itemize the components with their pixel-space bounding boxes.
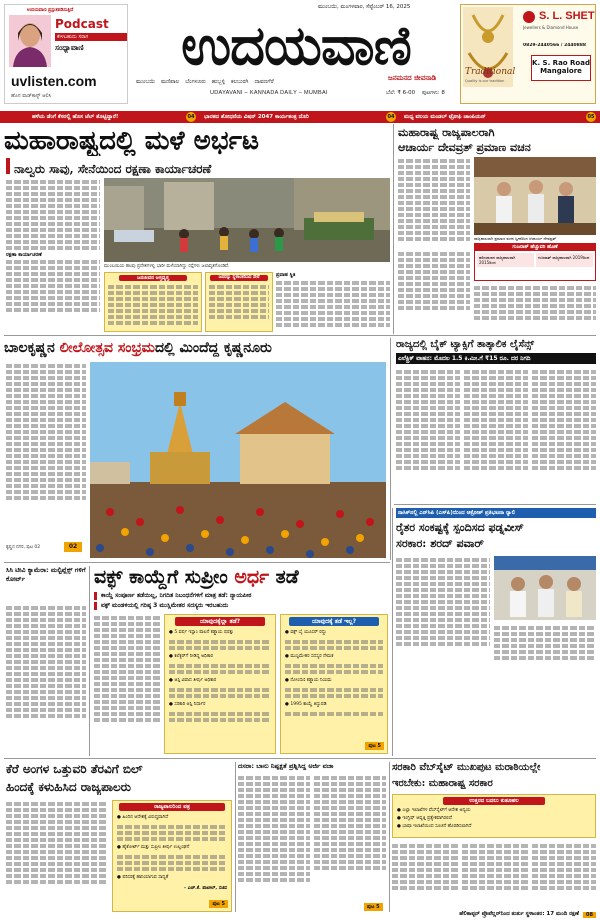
balakrishna-caption: ಕೃಷ್ಣನ ನಗರ, ಪುಟ 02 bbox=[6, 545, 41, 550]
edition-item: ಮಣಿಪಾಲ bbox=[161, 79, 180, 85]
marathi-body-1 bbox=[392, 842, 458, 908]
biketaxi-body-3 bbox=[532, 368, 596, 498]
dasara-body-1 bbox=[238, 774, 310, 912]
lake-headline-1: ಕೆರೆ ಅಂಗಳ ಒತ್ತುವರಿ ತೆರವಿಗೆ ಬಿಲ್ bbox=[6, 762, 143, 776]
lead-subhead-text: ನಾಲ್ವರು ಸಾವು, ಸೇನೆಯಿಂದ ರಕ್ಷಣಾ ಕಾರ್ಯಾಚರಣೆ bbox=[14, 162, 212, 176]
waqf-box-not-stayed-item: ● ನೋಂದಣಿ ಕಡ್ಡಾಯ ನಿಯಮ bbox=[285, 678, 332, 683]
marathi-box bbox=[392, 794, 596, 838]
lead-box-2 bbox=[205, 272, 273, 332]
podcast-name: ಸಂಧ್ಯಾವಾಣಿ bbox=[55, 43, 84, 52]
sharad-body-2 bbox=[494, 624, 596, 674]
dasara-title: ದಸರಾ: ಬಾನು ನಿಷ್ಪಕ್ಷತೆ ಪ್ರಶ್ನಿಸಿದ್ದ ಅರ್ಜಿ ವಜಾ bbox=[238, 762, 334, 770]
lead-subhead bbox=[6, 158, 390, 174]
podcast-brand: ಉದಯವಾಣಿ ಪ್ರಸ್ತುತಪಡಿಸುತ್ತಿದೆ bbox=[27, 8, 74, 13]
ticker-item[interactable] bbox=[400, 112, 600, 122]
jeweller-logo-mark bbox=[523, 11, 535, 23]
english-tagline: UDAYAVANI – KANNADA DAILY – MUMBAI bbox=[210, 90, 328, 96]
marathi-body-3 bbox=[532, 842, 596, 908]
governor-photo bbox=[474, 157, 596, 235]
podcast-title: Podcast bbox=[55, 17, 109, 31]
page-count: ಪುಟಗಳು: 8 bbox=[422, 90, 445, 96]
waqf-headline-post: ತಡೆ bbox=[269, 566, 299, 588]
jeweller-subtitle: Jewellers & Diamond House bbox=[523, 25, 579, 30]
lead-headline: ಮಹಾರಾಷ್ಟ್ರದಲ್ಲಿ ಮಳೆ ಅರ್ಭಟ bbox=[4, 126, 259, 156]
marathi-box-item: ● ಭಾಷಾ ಇಲಾಖೆಯಿಂದ ಸೂಚನೆ ಹೊರಡಿಸಲಾಗಿದೆ bbox=[397, 824, 472, 829]
lake-headline-2: ಹಿಂದಕ್ಕೆ ಕಳುಹಿಸಿದ ರಾಜ್ಯಪಾಲರು bbox=[6, 780, 131, 794]
waqf-box-not-stayed-item: ● 1995 ಕಾಯ್ದೆ ತಿದ್ದುಪಡಿ bbox=[285, 702, 327, 707]
marathi-body-2 bbox=[462, 842, 528, 908]
ticker-text: ಭಾರತದ ಶೋಧನೆಯ ವಿಷನ್ 2047 ಕಾರ್ಯತಂತ್ರ ದೊರಿ bbox=[204, 113, 309, 120]
waqf-subhead-2: ವಕ್ಫ್ ಮಂಡಳಿಯಲ್ಲಿ ಗರಿಷ್ಠ 3 ಮುಸ್ಲಿಮೇತರ ಸದಸ್ಯರು ಇರಬಹುದು bbox=[94, 602, 388, 610]
waqf-box-stayed-item: ● 5 ವರ್ಷ ಇಸ್ಲಾಂ ಪಾಲನೆ ಕಡ್ಡಾಯ ಷರತ್ತು bbox=[169, 630, 234, 635]
edition-item: ದಾವಣಗೆರೆ bbox=[254, 79, 274, 85]
waqf-headline-highlight: ಅರ್ಧ bbox=[234, 566, 270, 588]
lead-box-1 bbox=[104, 272, 202, 332]
cctv-body bbox=[6, 604, 86, 752]
biketaxi-subhead: ಎಲೆಕ್ಟ್ರಿಕ್ ವಾಹನ: ಮೊದಲ 1.5 ಕಿ.ಮೀ.ಗೆ ₹15 ರೂ. ದರ ನಿಗದಿ bbox=[396, 353, 596, 364]
governor-body-3 bbox=[474, 284, 596, 332]
dasara-body-2 bbox=[314, 774, 386, 902]
ticker-page-badge: 05 bbox=[587, 114, 595, 120]
edition-item: ಹುಬ್ಬಳ್ಳಿ bbox=[211, 79, 226, 85]
presenter-photo bbox=[9, 15, 51, 67]
masthead-title: ಉದಯವಾಣಿ bbox=[181, 13, 411, 77]
ticker-item[interactable] bbox=[0, 112, 200, 122]
cctv-title: ಸಿಸಿ ಟೀವಿ ಕ್ಯಾಮೆರಾ: ಮಲ್ಟಿಪ್ಲೆಕ್ಸ್ ಗಳಿಗೆ ಕೋರ್ಟ್ bbox=[6, 566, 86, 583]
edition-list bbox=[136, 79, 426, 86]
balakrishna-headline-post: ದಲ್ಲಿ ಮಿಂದೆದ್ದ ಕೃಷ್ಣನೂರು bbox=[154, 340, 272, 356]
governor-headline-2: ಆಚಾರ್ಯ ದೇವವ್ರತ್ ಪ್ರಮಾಣ ವಚನ bbox=[398, 141, 531, 154]
waqf-box-stayed-item: ● ಆಸ್ತಿ ವಿವಾದ ತೀರ್ಪು ಅಧಿಕಾರ bbox=[169, 678, 217, 683]
lake-box-title: ರಾಜ್ಯಪಾಲರಿಂದ ಪತ್ರ bbox=[119, 803, 225, 811]
governor-fact-title: ಗುಜರಾತ್ ಹೆಚ್ಚುವರಿ ಹೊಣೆ bbox=[475, 244, 595, 251]
lead-box-3-title: ಪ್ರವಾಹ ಸ್ಥಿತಿ bbox=[276, 272, 296, 278]
waqf-box-not-stayed-title: ಯಾವುದಕ್ಕೆ ತಡೆ ಇಲ್ಲ? bbox=[289, 617, 379, 626]
biketaxi-body-2 bbox=[464, 368, 528, 498]
lead-box-1-title: ಜನಜೀವನ ಅಸ್ತವ್ಯಸ್ತ bbox=[119, 275, 187, 281]
dasara-page-badge[interactable]: ಪುಟ 5 bbox=[364, 903, 383, 911]
balakrishna-body bbox=[6, 362, 86, 542]
biketaxi-headline-main: ಬೈಕ್ ಟ್ಯಾಕ್ಸಿಗೆ ತಾತ್ಕಾಲಿಕ ಲೈಸೆನ್ಸ್ bbox=[430, 339, 534, 350]
balakrishna-headline bbox=[4, 338, 386, 358]
waqf-box-stayed bbox=[164, 614, 276, 754]
balakrishna-headline-highlight: ಲೀಲೋತ್ಸವ ಸಂಭ್ರಮ bbox=[59, 340, 155, 356]
price: ಬೆಲೆ: ₹ 6-00 bbox=[386, 90, 416, 96]
waqf-body bbox=[94, 614, 160, 754]
podcast-url[interactable]: uvlisten.com bbox=[11, 73, 97, 89]
lake-box-sign: – ಎಚ್.ಕೆ. ಪಾಟೀಲ್, ಸಚಿವ bbox=[183, 886, 227, 891]
balakrishna-page-badge[interactable]: 02 bbox=[64, 542, 82, 552]
biketaxi-headline-pre: ರಾಜ್ಯದಲ್ಲಿ bbox=[396, 339, 431, 350]
jeweller-address-box bbox=[531, 55, 591, 81]
biketaxi-body-1 bbox=[396, 368, 460, 498]
header bbox=[0, 0, 600, 108]
lake-box-item: ● ಪರಿಸರಕ್ಕೆ ಹಾನಿಯಾಗುವ ಸಾಧ್ಯತೆ bbox=[117, 875, 169, 880]
lake-body bbox=[6, 800, 108, 912]
dateline: ಮುಂಬಯಿ, ಮಂಗಳವಾರ, ಸೆಪ್ಟೆಂಬರ್ 16, 2025 bbox=[318, 4, 411, 10]
marathi-headline-1: ಸರಕಾರಿ ವೆಬ್‌ಸೈಟ್ ಮುಖಪುಟ ಮರಾಠಿಯಲ್ಲೇ bbox=[392, 762, 541, 773]
podcast-url-subtitle: ಹೊಸ ಪಾಡ್‌ಕಾಸ್ಟ್ ಆಲಿಸಿ bbox=[11, 93, 52, 99]
sharad-body-1 bbox=[396, 556, 490, 674]
lead-box-3 bbox=[276, 272, 390, 332]
lake-box-item: ● ಹಿಂದಿನ ಆದೇಶಕ್ಕೆ ವಿರುದ್ಧವಾಗಿದೆ bbox=[117, 815, 169, 820]
collection-title: Traditional bbox=[465, 67, 516, 77]
ticker-text: ಹಳೆಯ ಡೆಂಗೆ ಕೆಸರಲ್ಲಿ ಹೊಸ ಜೆಲ್‌ ತೊಟ್ಟಿದ್ದಾರೆ! bbox=[32, 113, 119, 120]
flood-photo bbox=[104, 178, 390, 262]
marathi-box-title: ಉತ್ತರದ ಬದಲು ಕುತೂಹಲ bbox=[443, 797, 545, 805]
waqf-headline-pre: ವಕ್ಫ್ ಕಾಯ್ದೆಗೆ ಸುಪ್ರೀಂ bbox=[94, 566, 235, 588]
waqf-box-not-stayed bbox=[280, 614, 388, 754]
sharad-headline-2: ಸರಕಾರ: ಶರದ್‌ ಪವಾರ್ bbox=[396, 537, 484, 550]
footer-text: ಹೆಲಿಕಾಪ್ಟರ್ ಪ್ರೊಪೆಲ್ಲರ್‌ನಿಂದ ತುರ್ತು ಸ್ಥಳಾಂತರ: 17 ಮಂದಿ ರಕ್ಷಣೆ bbox=[459, 911, 580, 917]
podcast-ad[interactable] bbox=[4, 4, 128, 104]
pawar-photo bbox=[494, 556, 596, 620]
waqf-subhead-1: ಕಾಯ್ದೆ ಸಂಪೂರ್ಣ ತಡೆಯಿಲ್ಲ, ನಿಗದಿತ ನಿಬಂಧನೆಗಳಿಗೆ ಮಾತ್ರ ತಡೆ: ನ್ಯಾಯಪೀಠ bbox=[94, 592, 388, 600]
waqf-box-stayed-title: ಯಾವುದಕ್ಕೆಲ್ಲಾ ತಡೆ? bbox=[175, 617, 265, 626]
biketaxi-headline bbox=[396, 338, 596, 352]
podcast-subtitle: ಕೇಳಬಹುದು ಸರಾಗ bbox=[55, 33, 127, 41]
governor-photo-caption: ರಾಜ್ಯಪಾಲರಾಗಿ ಪ್ರಮಾಣ ವಚನ ಸ್ವೀಕರಿಸಿದ ಆಚಾರ್ಯ ದೇವವ್ರತ್ bbox=[474, 236, 557, 241]
footer-page-badge: 08 bbox=[583, 912, 596, 918]
sharad-kicker: ನಾಸಿಕ್‌ನಲ್ಲಿ ಎನ್‌ಸಿಪಿ (ಎಸ್‌ಪಿ)ಯಿಂದ ಆಕ್ರೋಶ್ ಪ್ರತಿಭಟನಾ ರ್‍ಯಾಲಿ bbox=[396, 508, 596, 518]
lead-subhead-small: ರಕ್ಷಣಾ ಕಾರ್ಯಾಚರಣೆ bbox=[6, 252, 42, 258]
governor-body-2 bbox=[398, 250, 470, 330]
balakrishna-headline-pre: ಬಾಲಕೃಷ್ಣನ bbox=[4, 340, 60, 356]
collection-subtitle: Quality is our tradition bbox=[465, 79, 505, 83]
ticker-text: ಮಧ್ಯ ವಲಯ ಮಂಡಲ್‌ ಟ್ರೋಫಿ ಚಾಂಪಿಯನ್ bbox=[404, 113, 486, 120]
waqf-headline bbox=[94, 564, 388, 590]
edition-item: ಮುಂಬಯಿ bbox=[136, 79, 156, 85]
jeweller-phone: 0829-2440566 / 2440888 bbox=[523, 43, 587, 48]
waqf-box-stayed-item: ● ಕಲೆಕ್ಟರ್‌ಗೆ ನೀಡಿದ್ದ ಅಧಿಕಾರ bbox=[169, 654, 213, 659]
motto: ಜನಮನದ ಜೀವನಾಡಿ bbox=[388, 74, 437, 82]
governor-fact-box bbox=[474, 243, 596, 281]
jeweller-ad[interactable] bbox=[460, 4, 596, 104]
jeweller-brand: S. L. SHET bbox=[539, 10, 595, 22]
marathi-headline-2: ಇರಬೇಕು: ಮಹಾರಾಷ್ಟ್ರ ಸರಕಾರ bbox=[392, 778, 493, 789]
jeweller-shop: K. S. Rao Road bbox=[532, 59, 590, 67]
governor-fact-2: ಗುಜರಾತ್ ರಾಜ್ಯಪಾಲರಾಗಿ 2019ರಿಂದ bbox=[536, 253, 593, 267]
jeweller-city: Mangalore bbox=[540, 67, 582, 75]
waqf-page-badge[interactable]: ಪುಟ 5 bbox=[365, 742, 384, 750]
waqf-box-not-stayed-item: ● ವಕ್ಫ್ ಬೈ ಯೂಸರ್ ರದ್ದು bbox=[285, 630, 327, 635]
marathi-box-item: ● ಎಲ್ಲಾ ಇಲಾಖೆಗಳ ವೆಬ್‌ಸೈಟ್‌ಗೆ ಆದೇಶ ಅನ್ವಯ bbox=[397, 808, 471, 813]
footer-strip[interactable] bbox=[392, 910, 596, 919]
marathi-box-item: ● ಇಂಗ್ಲಿಷ್ ಆವೃತ್ತಿ ಪ್ರತ್ಯೇಕವಾಗಿರಲಿದೆ bbox=[397, 816, 452, 821]
ticker-page-badge: 04 bbox=[387, 114, 395, 120]
waqf-box-stayed-item: ● ಸರಕಾರಿ ಆಸ್ತಿ ನಿರ್ಧಾರ bbox=[169, 702, 206, 707]
lake-box bbox=[112, 800, 232, 912]
lead-box-2-title: ಜನರನ್ನು ಸ್ಥಳಾಂತರಿಸಿದ ಸೇನೆ bbox=[210, 275, 268, 281]
festival-photo bbox=[90, 362, 386, 558]
lake-box-item: ● ಹೈಕೋರ್ಟ್ ಮತ್ತು ಸುಪ್ರೀಂ ತೀರ್ಪು ಉಲ್ಲಂಘನೆ bbox=[117, 845, 190, 850]
ticker-item[interactable] bbox=[200, 112, 400, 122]
edition-item: ಬೆಂಗಳೂರು bbox=[185, 79, 206, 85]
news-ticker bbox=[0, 111, 600, 123]
governor-body bbox=[398, 157, 470, 247]
governor-headline-1: ಮಹಾರಾಷ್ಟ್ರ ರಾಜ್ಯಪಾಲರಾಗಿ bbox=[398, 126, 495, 139]
waqf-box-not-stayed-item: ● ಮುಸ್ಲಿಮೇತರ ಸದಸ್ಯರ ನೇಮಕ bbox=[285, 654, 334, 659]
ticker-page-badge: 04 bbox=[187, 114, 195, 120]
flood-photo-caption: ಮುಂಬಯಿಯ ಹಲವು ಪ್ರದೇಶಗಳಲ್ಲಿ ಭಾರೀ ಮಳೆಯಾಗಿದ್ದು ರಸ್ತೆಗಳು ಜಲಾವೃತಗೊಂಡಿವೆ. bbox=[104, 264, 230, 269]
edition-item: ಕಲಬುರಗಿ bbox=[231, 79, 249, 85]
lead-body-col1 bbox=[6, 178, 100, 328]
sharad-headline-1: ರೈತರ ಸಂಕಷ್ಟಕ್ಕೆ ಸ್ಪಂದಿಸದ ಫಡ್ನವೀಸ್ bbox=[396, 521, 524, 534]
lake-page-badge[interactable]: ಪುಟ 5 bbox=[209, 900, 228, 908]
governor-fact-1: ಹರಿಯಾಣದ ರಾಜ್ಯಪಾಲರಾಗಿ 2015ರಿಂದ bbox=[477, 253, 534, 267]
